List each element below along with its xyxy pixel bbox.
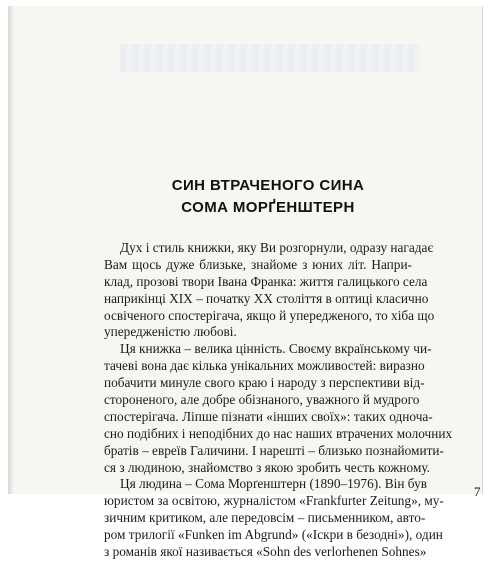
chapter-title: СИН ВТРАЧЕНОГО СИНА xyxy=(171,177,365,194)
text-line: побачити минуле свого краю і народу з перспективи від- xyxy=(104,375,425,391)
text-line: наприкінці XIX – початку XX століття в оптиці класично xyxy=(104,290,429,306)
text-line: упередженістю любові. xyxy=(104,324,237,340)
text-line: братів – евреїв Галичини. І нарешті – близько познайомити- xyxy=(104,442,444,458)
text-line: ром трилогії «Funken im Abgrund» («Іскри в безодні»), один xyxy=(104,527,443,543)
book-page xyxy=(8,6,483,560)
text-line: Ця людина – Сома Морґенштерн (1890–1976). Він був xyxy=(120,476,427,492)
text-line: зичним критиком, але передовсім – письменником, авто- xyxy=(104,510,426,526)
show-through-bleed xyxy=(120,44,420,72)
text-line: Дух і стиль книжки, яку Ви розгорнули, одразу нагадає xyxy=(120,240,434,255)
chapter-subtitle: СОМА МОРҐЕНШТЕРН xyxy=(181,199,355,216)
text-line: тачеві вона дає кілька унікальних можливостей: виразно xyxy=(104,358,425,374)
text-line: Ця книжка – велика цінність. Своєму вкраїнському чи- xyxy=(120,341,432,357)
page-gutter-shadow xyxy=(8,6,14,494)
text-line: клад, прозові твори Івана Франка: життя галицького села xyxy=(104,273,428,289)
text-line: сно подібних і неподібних до нас наших втрачених молочних xyxy=(104,425,453,441)
text-line: стороненого, але добре обізнаного, уважного й мудрого xyxy=(104,392,420,408)
text-line: спостерігача. Ліпше пізнати «інших своїх»: таких одноча- xyxy=(104,408,433,424)
page-number: 7 xyxy=(474,484,481,499)
text-line: юристом за освітою, журналістом «Frankfurter Zeitung», му- xyxy=(104,493,444,509)
text-line: ся з людиною, знайомство з якою зробить честь кожному. xyxy=(104,459,430,475)
text-line: з романів якої називається «Sohn des verlorhenen Sohnes» xyxy=(104,544,427,560)
text-line: освіченого спостерігача, якщо й упередженого, то хіба що xyxy=(104,307,435,323)
text-line: Вам щось дуже близьке, знайоме з юних літ. Напри- xyxy=(104,256,412,272)
body-text xyxy=(104,240,453,561)
